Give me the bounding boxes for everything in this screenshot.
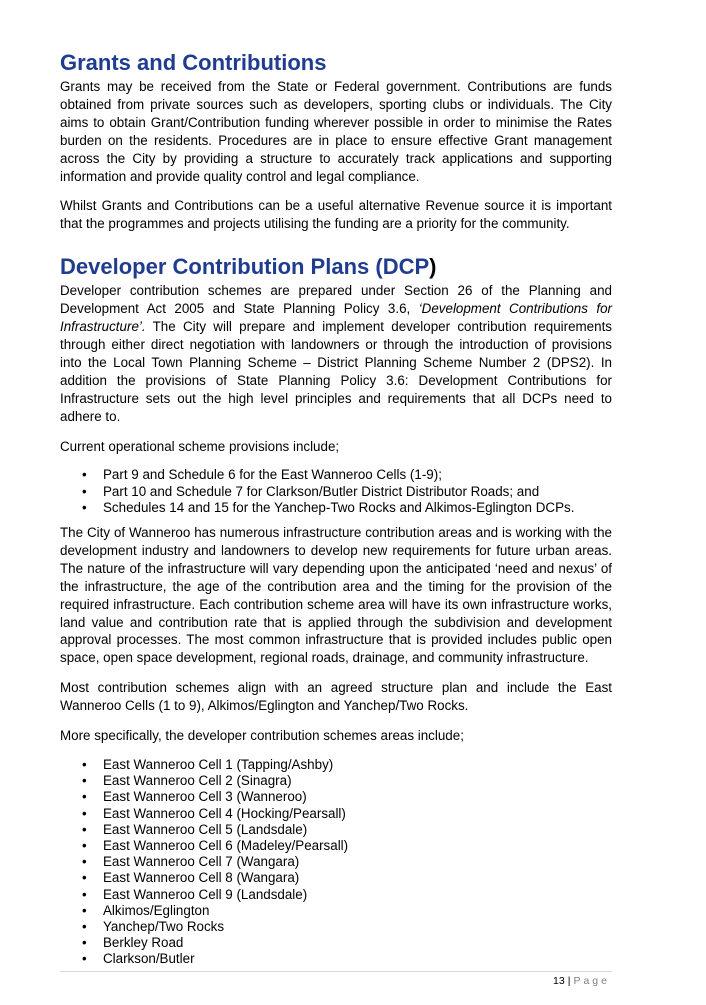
- list-item: • Yanchep/Two Rocks: [60, 919, 612, 935]
- grants-heading: Grants and Contributions: [60, 50, 327, 75]
- dcp-paragraph-4: Most contribution schemes align with an agreed structure plan and include the East Wanneroo Cells (1 to 9), Alkimos/Eglington and Yanchep/Two Rocks.: [60, 680, 612, 714]
- dcp-paragraph-1-italic: ‘Development Contributions for Infrastructure’.: [60, 301, 613, 335]
- dcp-heading-paren: ): [429, 254, 437, 280]
- list-item: • Alkimos/Eglington: [60, 903, 612, 919]
- list-item: • East Wanneroo Cell 1 (Tapping/Ashby): [60, 757, 612, 773]
- list-item: • East Wanneroo Cell 9 (Landsdale): [60, 887, 612, 903]
- dcp-heading: [60, 252, 612, 282]
- dcp-paragraph-5: More specifically, the developer contribution schemes areas include;: [60, 728, 464, 744]
- dcp-paragraph-2: Current operational scheme provisions include;: [60, 438, 340, 454]
- list-item: • Clarkson/Butler: [60, 951, 612, 967]
- page-label: Page: [573, 975, 610, 987]
- dcp-paragraph-1: [60, 282, 612, 425]
- footer-separator: |: [567, 975, 571, 987]
- list-item: • East Wanneroo Cell 3 (Wanneroo): [60, 789, 612, 805]
- list-item: • Berkley Road: [60, 935, 612, 951]
- list-item: • East Wanneroo Cell 7 (Wangara): [60, 854, 612, 870]
- areas-list: [60, 757, 612, 968]
- grants-paragraph-1: Grants may be received from the State or Federal government. Contributions are funds obtained from private sources such as developers, sporting clubs or individuals. The City aims to obtain Grant/Contribution funding wherever possible in order to minimise the Rates burden on the residents. Procedures are in place to ensure effective Grant management across the City by providing a structure to accurately track applications and supporting information and provide quality control and legal compliance.: [60, 79, 612, 184]
- dcp-paragraph-3: The City of Wanneroo has numerous infrastructure contribution areas and is working with the development industry and landowners to develop new requirements for future urban areas. The nature of the infrastructure will vary depending upon the anticipated ‘need and nexus’ of the infrastructure, the age of the contribution area and the timing for the provision of the required infrastructure. Each contribution scheme area will have its own infrastructure works, land value and contribution rate that is applied through the subdivision and development approval processes. The most common infrastructure that is provided includes public open space, open space development, regional roads, drainage, and community infrastructure.: [60, 525, 612, 666]
- list-item: • East Wanneroo Cell 4 (Hocking/Pearsall): [60, 806, 612, 822]
- section-spacer: [60, 233, 612, 252]
- page-footer: [553, 974, 610, 988]
- dcp-heading-text: Developer Contribution Plans (DCP: [60, 254, 430, 280]
- page-number: 13: [553, 975, 565, 987]
- list-item: • Schedules 14 and 15 for the Yanchep-Two Rocks and Alkimos-Eglington DCPs.: [60, 500, 612, 516]
- list-item: • East Wanneroo Cell 8 (Wangara): [60, 870, 612, 886]
- list-item: • East Wanneroo Cell 6 (Madeley/Pearsall): [60, 838, 612, 854]
- dcp-paragraph-1-end: The City will prepare and implement developer contribution requirements through either direct negotiation with landowners or through the introduction of provisions into the Local Town Planning Scheme – District Planning Scheme Number 2 (DPS2). In addition the provisions of State Planning Policy 3.6: Development Contributions for Infrastructure sets out the high level principles and requirements that all DCPs need to adhere to.: [60, 319, 612, 424]
- dcp-paragraph-1-start: Developer contribution schemes are prepared under Section 26 of the Planning and Development Act 2005 and State Planning Policy 3.6,: [60, 283, 612, 317]
- list-item: • East Wanneroo Cell 2 (Sinagra): [60, 773, 612, 789]
- grants-paragraph-2: Whilst Grants and Contributions can be a useful alternative Revenue source it is important that the programmes and projects utilising the funding are a priority for the community.: [60, 198, 612, 232]
- footer-divider: [60, 971, 612, 972]
- page-content: [60, 48, 612, 976]
- list-item: • East Wanneroo Cell 5 (Landsdale): [60, 822, 612, 838]
- list-item: • Part 9 and Schedule 6 for the East Wanneroo Cells (1-9);: [60, 467, 612, 483]
- provisions-list: [60, 467, 612, 516]
- list-item: • Part 10 and Schedule 7 for Clarkson/Butler District Distributor Roads; and: [60, 484, 612, 500]
